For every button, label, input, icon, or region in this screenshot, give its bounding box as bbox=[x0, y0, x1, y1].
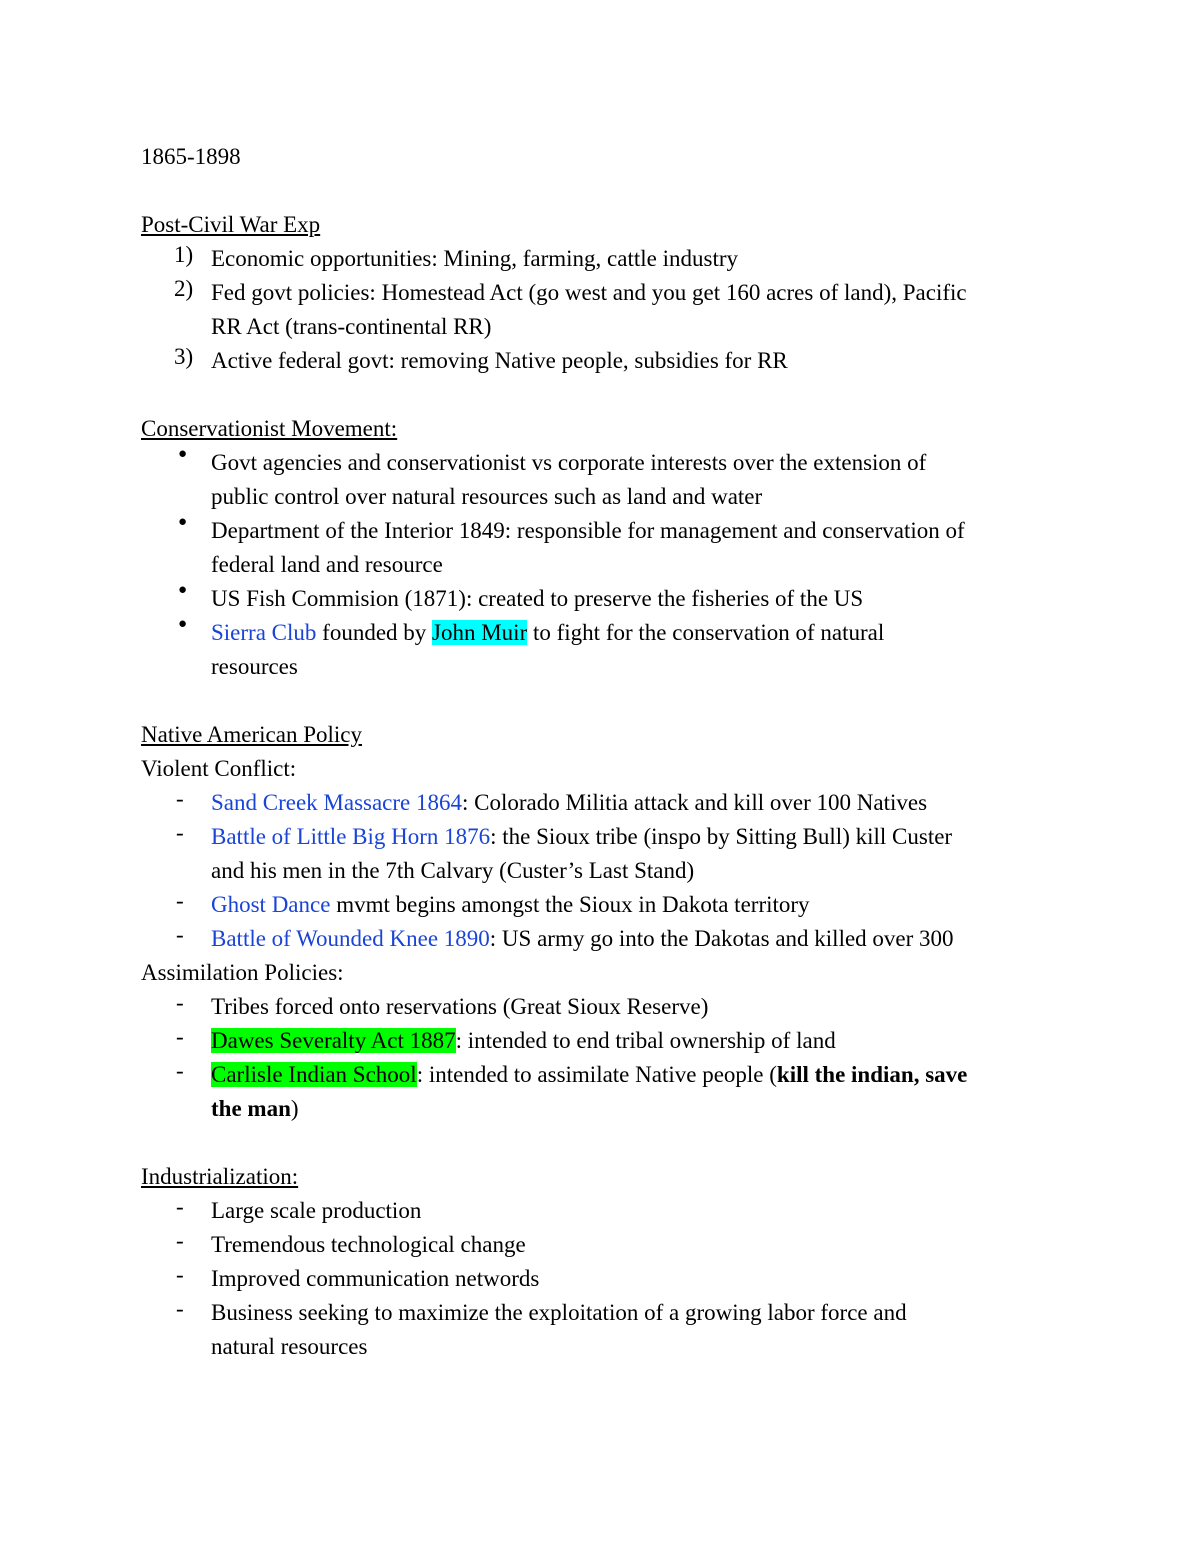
inline-text: to fight for the conservation of natural bbox=[527, 620, 885, 645]
list-item bbox=[141, 276, 1101, 344]
notes-content bbox=[141, 140, 1101, 1364]
list-item-text: Improved communication networds bbox=[211, 1266, 540, 1291]
list-item bbox=[141, 616, 1101, 684]
list-item bbox=[141, 786, 1101, 820]
inline-text: : US army go into the Dakotas and killed over 300 bbox=[489, 926, 954, 951]
event-term: Ghost Dance bbox=[211, 892, 331, 917]
inline-text: : intended to end tribal ownership of land bbox=[455, 1028, 836, 1053]
dash-marker: - bbox=[176, 1194, 184, 1219]
list-item-text bbox=[211, 1058, 1101, 1092]
list-item bbox=[141, 242, 1101, 276]
list-item bbox=[141, 1058, 1101, 1126]
dash-marker: - bbox=[176, 1228, 184, 1253]
list-item bbox=[141, 1296, 1101, 1364]
native-policy-heading: Native American Policy bbox=[141, 722, 362, 747]
dash-marker: - bbox=[176, 786, 184, 811]
list-item-text bbox=[211, 888, 1101, 922]
assimilation-label: Assimilation Policies: bbox=[141, 960, 344, 985]
dash-marker: - bbox=[176, 990, 184, 1015]
inline-text: mvmt begins amongst the Sioux in Dakota territory bbox=[330, 892, 810, 917]
bold-quote: kill the indian, save bbox=[776, 1062, 968, 1087]
dash-marker: - bbox=[176, 820, 184, 845]
list-item-text: federal land and resource bbox=[211, 552, 443, 577]
date-range: 1865-1898 bbox=[141, 144, 241, 169]
inline-text: : intended to assimilate Native people ( bbox=[416, 1062, 777, 1087]
list-item bbox=[141, 514, 1101, 582]
list-number: 1) bbox=[174, 242, 194, 267]
list-number: 2) bbox=[174, 276, 194, 301]
list-item bbox=[141, 1262, 1101, 1296]
inline-text: ) bbox=[290, 1096, 299, 1121]
list-item bbox=[141, 1228, 1101, 1262]
bold-quote: the man bbox=[211, 1096, 291, 1121]
list-item bbox=[141, 1194, 1101, 1228]
conservation-heading: Conservationist Movement: bbox=[141, 416, 398, 441]
list-item-text: and his men in the 7th Calvary (Custer’s Last Stand) bbox=[211, 858, 695, 883]
list-item bbox=[141, 1024, 1101, 1058]
list-item-text: natural resources bbox=[211, 1334, 368, 1359]
event-term: Sand Creek Massacre 1864 bbox=[211, 790, 463, 815]
post-civil-war-heading: Post-Civil War Exp bbox=[141, 212, 321, 237]
dash-marker: - bbox=[176, 1058, 184, 1083]
list-item-text bbox=[211, 1092, 1101, 1126]
list-item-text: Economic opportunities: Mining, farming, cattle industry bbox=[211, 246, 738, 271]
list-item-text: Fed govt policies: Homestead Act (go west and you get 160 acres of land), Pacific bbox=[211, 280, 967, 305]
list-item bbox=[141, 922, 1101, 956]
list-item bbox=[141, 820, 1101, 888]
list-item-text: Tribes forced onto reservations (Great Sioux Reserve) bbox=[211, 994, 709, 1019]
violent-conflict-label: Violent Conflict: bbox=[141, 756, 297, 781]
dash-marker: - bbox=[176, 1262, 184, 1287]
list-item-text: RR Act (trans-continental RR) bbox=[211, 314, 492, 339]
list-item-text bbox=[211, 616, 1101, 650]
event-term: Battle of Wounded Knee 1890 bbox=[211, 926, 490, 951]
list-item-text bbox=[211, 922, 1101, 956]
dash-marker: - bbox=[176, 888, 184, 913]
list-item-text: resources bbox=[211, 654, 298, 679]
list-item-text: US Fish Commision (1871): created to preserve the fisheries of the US bbox=[211, 586, 864, 611]
dash-marker: - bbox=[176, 1296, 184, 1321]
inline-text: : Colorado Militia attack and kill over 100 Natives bbox=[462, 790, 928, 815]
list-item-text bbox=[211, 820, 1101, 854]
industrialization-heading: Industrialization: bbox=[141, 1164, 299, 1189]
list-item bbox=[141, 446, 1101, 514]
list-item-text: Tremendous technological change bbox=[211, 1232, 526, 1257]
list-item-text: Department of the Interior 1849: responsible for management and conservation of bbox=[211, 518, 965, 543]
list-item bbox=[141, 990, 1101, 1024]
list-item-text: public control over natural resources such as land and water bbox=[211, 484, 763, 509]
sierra-club-term: Sierra Club bbox=[211, 620, 317, 645]
inline-text: : the Sioux tribe (inspo by Sitting Bull) kill Custer bbox=[490, 824, 953, 849]
list-item bbox=[141, 582, 1101, 616]
bullet-icon: ● bbox=[178, 616, 188, 632]
carlisle-school-highlight: Carlisle Indian School bbox=[211, 1062, 417, 1087]
event-term: Battle of Little Big Horn 1876 bbox=[211, 824, 491, 849]
dash-marker: - bbox=[176, 1024, 184, 1049]
list-item-text: Govt agencies and conservationist vs corporate interests over the extension of bbox=[211, 450, 927, 475]
dawes-act-highlight: Dawes Severalty Act 1887 bbox=[211, 1028, 456, 1053]
inline-text: founded by bbox=[316, 620, 433, 645]
dash-marker: - bbox=[176, 922, 184, 947]
list-item-text bbox=[211, 1024, 1101, 1058]
list-item-text: Business seeking to maximize the exploitation of a growing labor force and bbox=[211, 1300, 907, 1325]
bullet-icon: ● bbox=[178, 446, 188, 462]
list-item-text: Active federal govt: removing Native people, subsidies for RR bbox=[211, 348, 788, 373]
john-muir-highlight: John Muir bbox=[432, 620, 528, 645]
list-item bbox=[141, 888, 1101, 922]
list-item-text bbox=[211, 786, 1101, 820]
bullet-icon: ● bbox=[178, 514, 188, 530]
list-item bbox=[141, 344, 1101, 378]
list-number: 3) bbox=[174, 344, 194, 369]
bullet-icon: ● bbox=[178, 582, 188, 598]
list-item-text: Large scale production bbox=[211, 1198, 422, 1223]
